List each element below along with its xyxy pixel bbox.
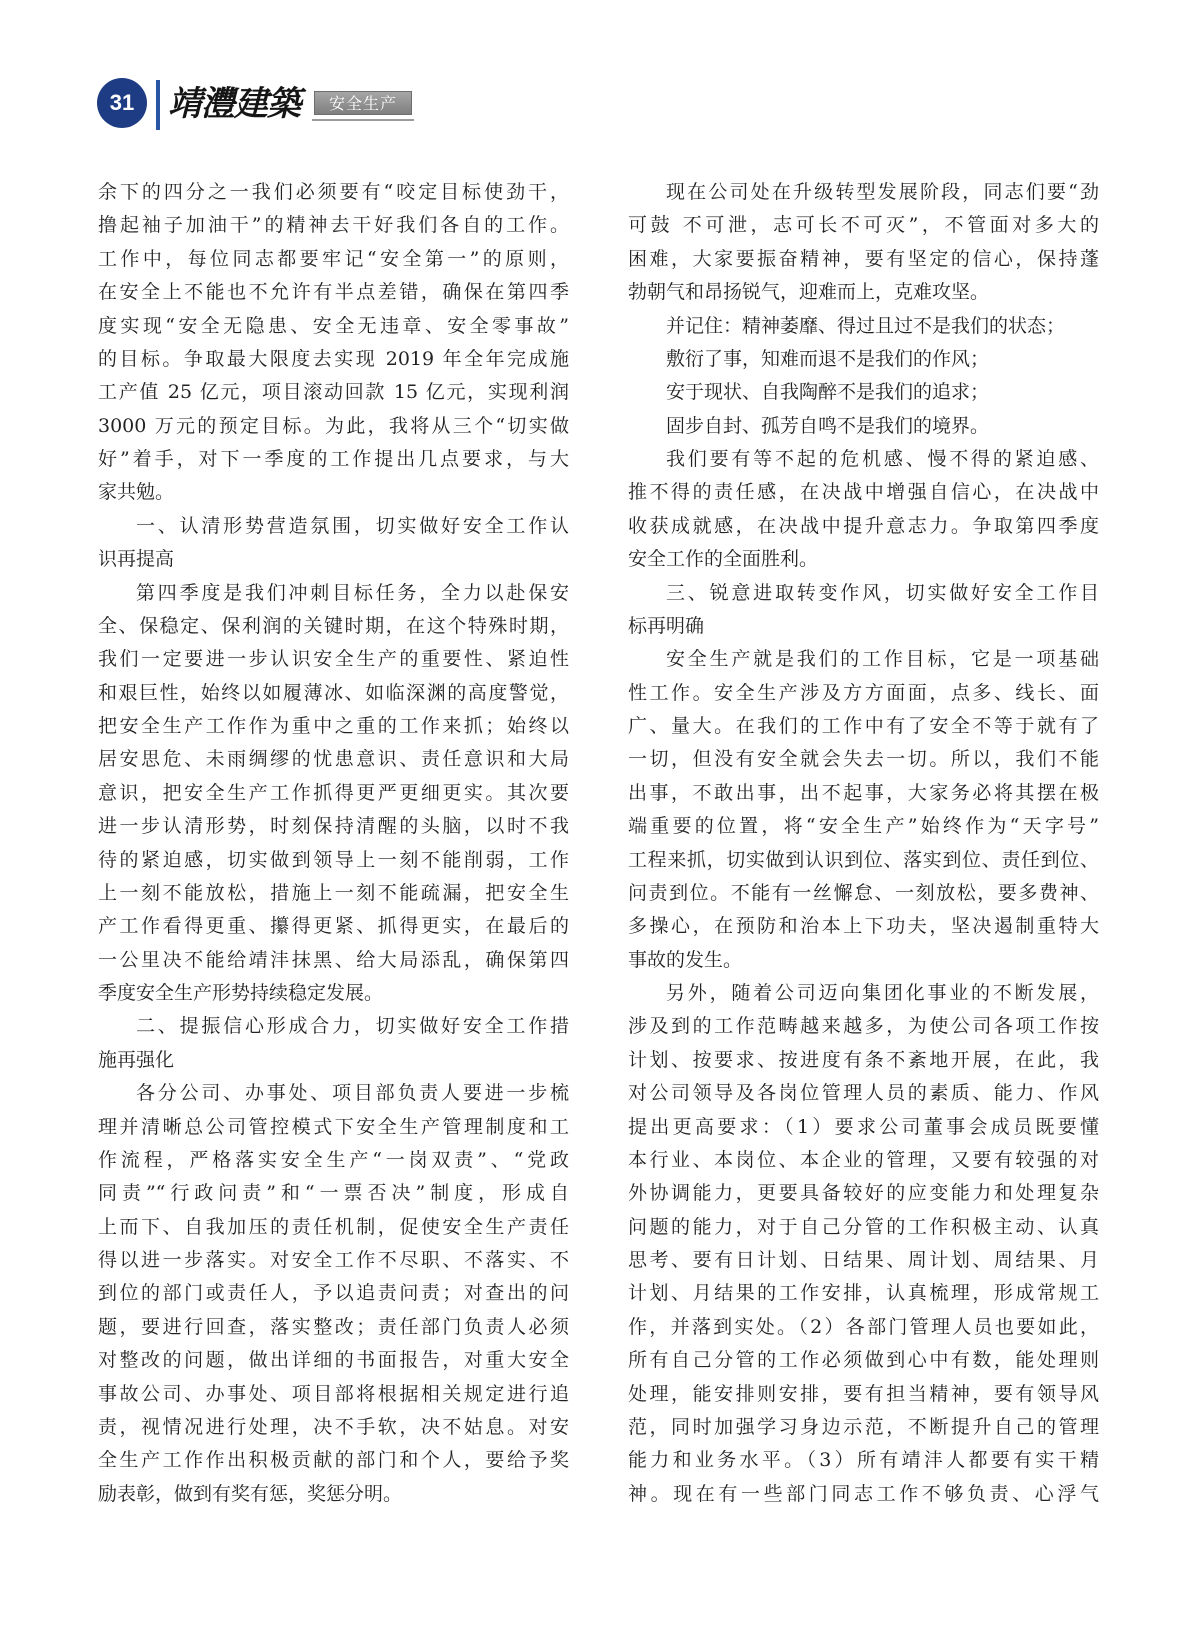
text-line: 端重要的位置，将“安全生产”始终作为“天字号” <box>628 815 1099 838</box>
text-line: 上而下、自我加压的责任机制，促使安全生产责任 <box>98 1215 569 1238</box>
section-heading-3: 三、锐意进取转变作风，切实做好安全工作目 <box>666 581 1099 604</box>
text-line: 理并清晰总公司管控模式下安全生产管理制度和工 <box>98 1115 569 1138</box>
left-text-column <box>98 176 569 1511</box>
text-line: 可鼓 不可泄，志可长不可灭”，不管面对多大的 <box>628 214 1099 237</box>
section-tag-rule <box>312 119 414 121</box>
text-line: 居安思危、未雨绸缪的忧患意识、责任意识和大局 <box>98 748 569 771</box>
section-heading-1: 一、认清形势营造氛围，切实做好安全工作认 <box>136 514 569 537</box>
text-line: 工程来抓，切实做到认识到位、落实到位、责任到位、 <box>628 848 1099 871</box>
text-line: 本行业、本岗位、本企业的管理，又要有较强的对 <box>628 1148 1099 1171</box>
text-line: 对公司领导及各岗位管理人员的素质、能力、作风 <box>628 1082 1099 1105</box>
text-line: 提出更高要求：（1）要求公司董事会成员既要懂 <box>628 1115 1099 1138</box>
text-line: 问题的能力，对于自己分管的工作积极主动、认真 <box>628 1215 1099 1238</box>
text-line: 到位的部门或责任人，予以追责问责；对查出的问 <box>98 1282 569 1305</box>
text-line: 责，视情况进行处理，决不手软，决不姑息。对安 <box>98 1415 569 1438</box>
text-line: 固步自封、孤芳自鸣不是我们的境界。 <box>666 414 990 437</box>
text-line: 收获成就感，在决战中提升意志力。争取第四季度 <box>628 514 1099 537</box>
text-line: 待的紧迫感，切实做到领导上一刻不能削弱，工作 <box>98 848 569 871</box>
section-heading-2: 二、提振信心形成合力，切实做好安全工作措 <box>136 1015 569 1038</box>
text-line: 我们要有等不起的危机感、慢不得的紧迫感、 <box>666 448 1099 470</box>
text-line: 并记住：精神萎靡、得过且过不是我们的状态； <box>666 314 1066 337</box>
text-line: 把安全生产工作作为重中之重的工作来抓；始终以 <box>98 715 569 737</box>
right-text-column <box>628 176 1099 1511</box>
text-line: 对整改的问题，做出详细的书面报告，对重大安全 <box>98 1349 569 1372</box>
text-line: 上一刻不能放松，措施上一刻不能疏漏，把安全生 <box>98 881 569 904</box>
text-line: 能力和业务水平。（3）所有靖沣人都要有实干精 <box>628 1449 1099 1472</box>
section-tag: 安全生产 <box>314 91 412 115</box>
text-line: 余下的四分之一我们必须要有“咬定目标使劲干， <box>98 181 569 203</box>
text-line: 工产值 25 亿元，项目滚动回款 15 亿元，实现利润 <box>98 381 569 404</box>
text-line: 计划、月结果的工作安排，认真梳理，形成常规工 <box>628 1282 1099 1305</box>
text-line: 进一步认清形势，时刻保持清醒的头脑，以时不我 <box>98 815 569 838</box>
text-line: 第四季度是我们冲刺目标任务，全力以赴保安 <box>136 581 569 604</box>
text-line: 广、量大。在我们的工作中有了安全不等于就有了 <box>628 715 1099 737</box>
text-line: 勃朝气和昂扬锐气，迎难而上，克难攻坚。 <box>628 281 990 304</box>
text-line: 安全工作的全面胜利。 <box>628 548 819 571</box>
section-heading-1-cont: 识再提高 <box>98 548 175 571</box>
text-line: 家共勉。 <box>98 481 175 504</box>
text-line: 思考、要有日计划、日结果、周计划、周结果、月 <box>628 1249 1099 1271</box>
text-line: 季度安全生产形势持续稳定发展。 <box>98 982 384 1004</box>
text-line: 多操心，在预防和治本上下功夫，坚决遏制重特大 <box>628 915 1099 938</box>
text-line: 度实现“安全无隐患、安全无违章、安全零事故” <box>98 314 569 337</box>
text-line: 在安全上不能也不允许有半点差错，确保在第四季 <box>98 281 569 304</box>
text-line: 敷衍了事，知难而退不是我们的作风； <box>666 347 990 370</box>
magazine-logo: 靖灃建築 <box>168 84 300 124</box>
section-heading-2-cont: 施再强化 <box>98 1048 175 1071</box>
text-line: 另外，随着公司迈向集团化事业的不断发展， <box>666 982 1099 1004</box>
text-line: 题，要进行回查，落实整改；责任部门负责人必须 <box>98 1315 569 1338</box>
page-number-badge: 31 <box>97 78 147 128</box>
text-line: 范，同时加强学习身边示范，不断提升自己的管理 <box>628 1415 1099 1438</box>
text-line: 同责”“行政问责”和“一票否决”制度，形成自 <box>98 1182 569 1205</box>
text-line: 3000 万元的预定目标。为此，我将从三个“切实做 <box>98 414 569 437</box>
text-line: 安于现状、自我陶醉不是我们的追求； <box>666 381 990 404</box>
text-line: 涉及到的工作范畴越来越多，为使公司各项工作按 <box>628 1015 1099 1038</box>
text-line: 外协调能力，更要具备较好的应变能力和处理复杂 <box>628 1182 1099 1205</box>
text-line: 各分公司、办事处、项目部负责人要进一步梳 <box>136 1082 569 1105</box>
header-divider-bar <box>156 80 160 130</box>
text-line: 励表彰，做到有奖有惩，奖惩分明。 <box>98 1482 403 1505</box>
text-line: 处理，能安排则安排，要有担当精神，要有领导风 <box>628 1382 1099 1405</box>
text-line: 全、保稳定、保利润的关键时期，在这个特殊时期， <box>98 614 569 637</box>
text-line: 出事，不敢出事，出不起事，大家务必将其摆在极 <box>628 781 1099 804</box>
text-line: 问责到位。不能有一丝懈怠、一刻放松，要多费神、 <box>628 881 1099 904</box>
section-heading-3-cont: 标再明确 <box>628 614 705 637</box>
text-line: 一公里决不能给靖沣抹黑、给大局添乱，确保第四 <box>98 948 569 971</box>
text-line: 的目标。争取最大限度去实现 2019 年全年完成施 <box>98 347 569 370</box>
text-line: 性工作。安全生产涉及方方面面，点多、线长、面 <box>628 681 1099 704</box>
text-line: 事故的发生。 <box>628 948 743 971</box>
text-line: 撸起袖子加油干”的精神去干好我们各自的工作。 <box>98 214 569 237</box>
text-line: 事故公司、办事处、项目部将根据相关规定进行追 <box>98 1382 569 1405</box>
text-line: 作流程，严格落实安全生产“一岗双责”、“党政 <box>98 1148 569 1171</box>
text-line: 计划、按要求、按进度有条不紊地开展，在此，我 <box>628 1048 1099 1071</box>
text-line: 推不得的责任感，在决战中增强自信心，在决战中 <box>628 481 1099 504</box>
text-line: 我们一定要进一步认识安全生产的重要性、紧迫性 <box>98 648 569 671</box>
text-line: 安全生产就是我们的工作目标，它是一项基础 <box>666 648 1099 671</box>
text-line: 工作中，每位同志都要牢记“安全第一”的原则， <box>98 247 569 270</box>
text-line: 困难，大家要振奋精神，要有坚定的信心，保持蓬 <box>628 247 1099 270</box>
text-line: 全生产工作作出积极贡献的部门和个人，要给予奖 <box>98 1449 569 1472</box>
text-line: 现在公司处在升级转型发展阶段，同志们要“劲 <box>666 181 1099 203</box>
text-line: 一切，但没有安全就会失去一切。所以，我们不能 <box>628 748 1099 771</box>
text-line: 产工作看得更重、攥得更紧、抓得更实，在最后的 <box>98 915 569 938</box>
text-line: 好”着手，对下一季度的工作提出几点要求，与大 <box>98 448 569 470</box>
text-line: 意识，把安全生产工作抓得更严更细更实。其次要 <box>98 781 569 804</box>
text-line: 所有自己分管的工作必须做到心中有数，能处理则 <box>628 1349 1099 1372</box>
text-line: 得以进一步落实。对安全工作不尽职、不落实、不 <box>98 1249 569 1271</box>
text-line: 作，并落到实处。（2）各部门管理人员也要如此， <box>628 1315 1099 1338</box>
text-line: 神。现在有一些部门同志工作不够负责、心浮气 <box>628 1482 1099 1505</box>
text-line: 和艰巨性，始终以如履薄冰、如临深渊的高度警觉， <box>98 681 569 704</box>
